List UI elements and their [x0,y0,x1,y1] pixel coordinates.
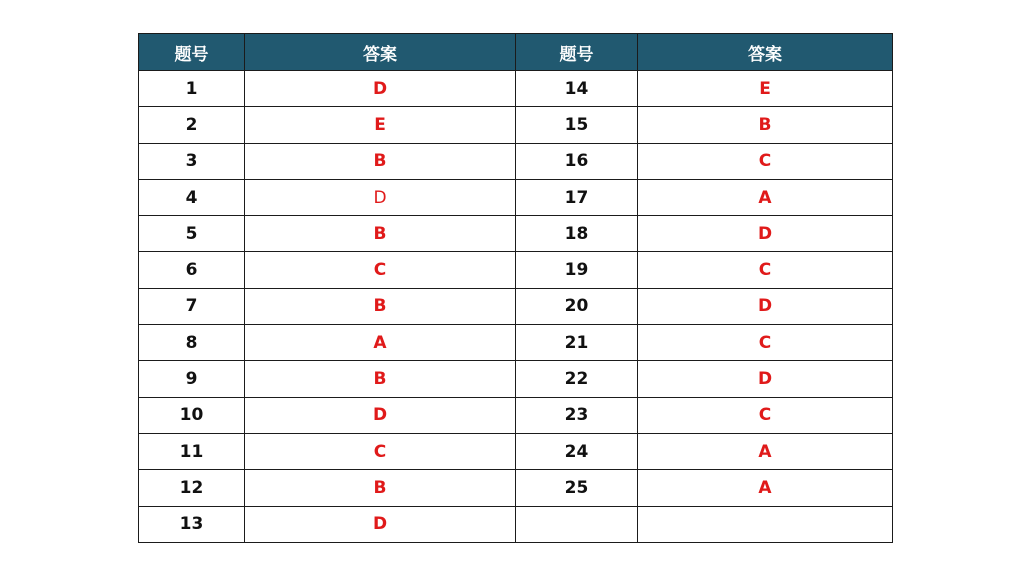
answer-cell: D [245,506,516,542]
table-row [139,107,893,143]
question-number: 4 [139,179,245,215]
answer-cell: D [638,216,893,252]
question-number: 23 [516,397,638,433]
question-number-empty [516,506,638,542]
question-number: 15 [516,107,638,143]
answer-cell: D [638,288,893,324]
question-number: 1 [139,71,245,107]
question-number: 18 [516,216,638,252]
answer-cell: A [638,433,893,469]
answer-cell: D [245,397,516,433]
question-number: 22 [516,361,638,397]
answer-cell: C [245,433,516,469]
question-number: 19 [516,252,638,288]
answer-cell: D [245,179,516,215]
answer-cell: B [245,361,516,397]
table-row [139,179,893,215]
answer-cell: C [638,143,893,179]
table-row [139,470,893,506]
question-number: 8 [139,325,245,361]
table-row [139,71,893,107]
answer-cell: B [638,107,893,143]
table-row [139,252,893,288]
answer-cell: B [245,216,516,252]
answer-cell: D [245,71,516,107]
table-row [139,397,893,433]
table-row [139,433,893,469]
header-row [139,34,893,71]
question-number: 13 [139,506,245,542]
table-row [139,361,893,397]
question-number: 6 [139,252,245,288]
question-number: 17 [516,179,638,215]
table-row [139,325,893,361]
answer-cell: D [638,361,893,397]
table-row [139,506,893,542]
answer-cell: C [638,325,893,361]
question-number: 7 [139,288,245,324]
answer-key-table [138,33,893,543]
answer-cell: B [245,143,516,179]
answer-cell: A [638,179,893,215]
question-number: 10 [139,397,245,433]
question-number: 16 [516,143,638,179]
header-question-number-2: 题号 [516,34,638,71]
answer-cell: A [245,325,516,361]
question-number: 25 [516,470,638,506]
question-number: 21 [516,325,638,361]
header-answer-2: 答案 [638,34,893,71]
table-row [139,288,893,324]
table-row [139,143,893,179]
answer-cell: B [245,288,516,324]
answer-cell: C [638,252,893,288]
answer-cell: A [638,470,893,506]
question-number: 3 [139,143,245,179]
question-number: 2 [139,107,245,143]
answer-cell: E [245,107,516,143]
question-number: 14 [516,71,638,107]
answer-cell: C [245,252,516,288]
answer-cell: B [245,470,516,506]
question-number: 5 [139,216,245,252]
answer-cell: E [638,71,893,107]
table-row [139,216,893,252]
question-number: 11 [139,433,245,469]
header-answer: 答案 [245,34,516,71]
header-question-number: 题号 [139,34,245,71]
question-number: 24 [516,433,638,469]
question-number: 9 [139,361,245,397]
question-number: 12 [139,470,245,506]
answer-cell-empty [638,506,893,542]
answer-cell: C [638,397,893,433]
question-number: 20 [516,288,638,324]
